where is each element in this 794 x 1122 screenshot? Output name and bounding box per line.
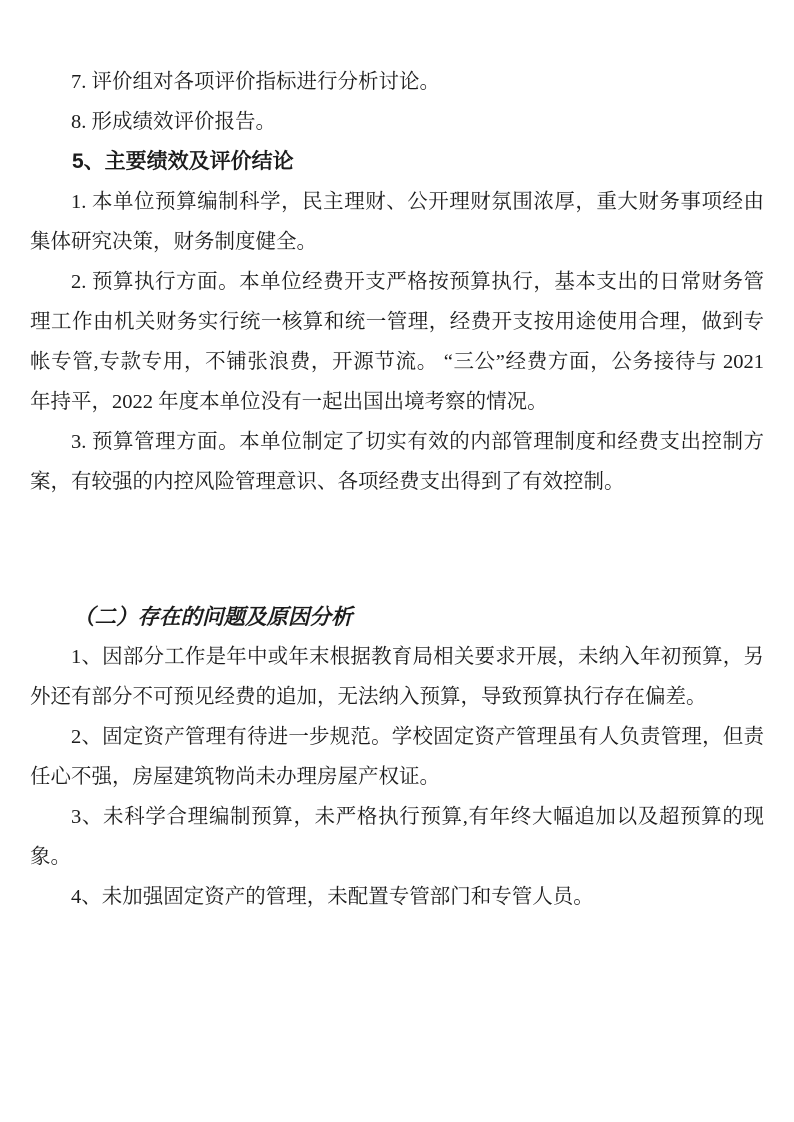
problems-paragraph-asset-management: 4、未加强固定资产的管理，未配置专管部门和专管人员。 [71,886,594,908]
problems-section-heading: （二）存在的问题及原因分析 [73,605,353,629]
results-paragraph-budget-compilation: 1. 本单位预算编制科学，民主理财、公开理财氛围浓厚，重大财务事项经由集体研究决策，财务制度健全。 [30,191,764,253]
problems-paragraph-fixed-assets: 2、固定资产管理有待进一步规范。学校固定资产管理虽有人负责管理，但责任心不强，房屋建筑物尚未办理房屋产权证。 [30,726,764,788]
procedure-step-8: 8. 形成绩效评价报告。 [71,111,276,133]
results-paragraph-budget-execution: 2. 预算执行方面。本单位经费开支严格按预算执行，基本支出的日常财务管理工作由机关财务实行统一核算和统一管理，经费开支按用途使用合理，做到专帐专管,专款专用，不铺张浪费，开源节流。 “三公”经费方面，公务接待与 2021 年持平，2022 年度本单位没有一起出国出境考察的情况。 [30,271,764,413]
results-section-heading: 5、主要绩效及评价结论 [72,150,294,173]
procedure-step-7: 7. 评价组对各项评价指标进行分析讨论。 [71,71,440,93]
problems-paragraph-unplanned-work: 1、因部分工作是年中或年末根据教育局相关要求开展，未纳入年初预算，另外还有部分不可预见经费的追加，无法纳入预算，导致预算执行存在偏差。 [30,646,764,708]
problems-paragraph-budget-overrun: 3、未科学合理编制预算，未严格执行预算,有年终大幅追加以及超预算的现象。 [30,806,764,868]
results-paragraph-budget-management: 3. 预算管理方面。本单位制定了切实有效的内部管理制度和经费支出控制方案，有较强的内控风险管理意识、各项经费支出得到了有效控制。 [30,431,764,493]
